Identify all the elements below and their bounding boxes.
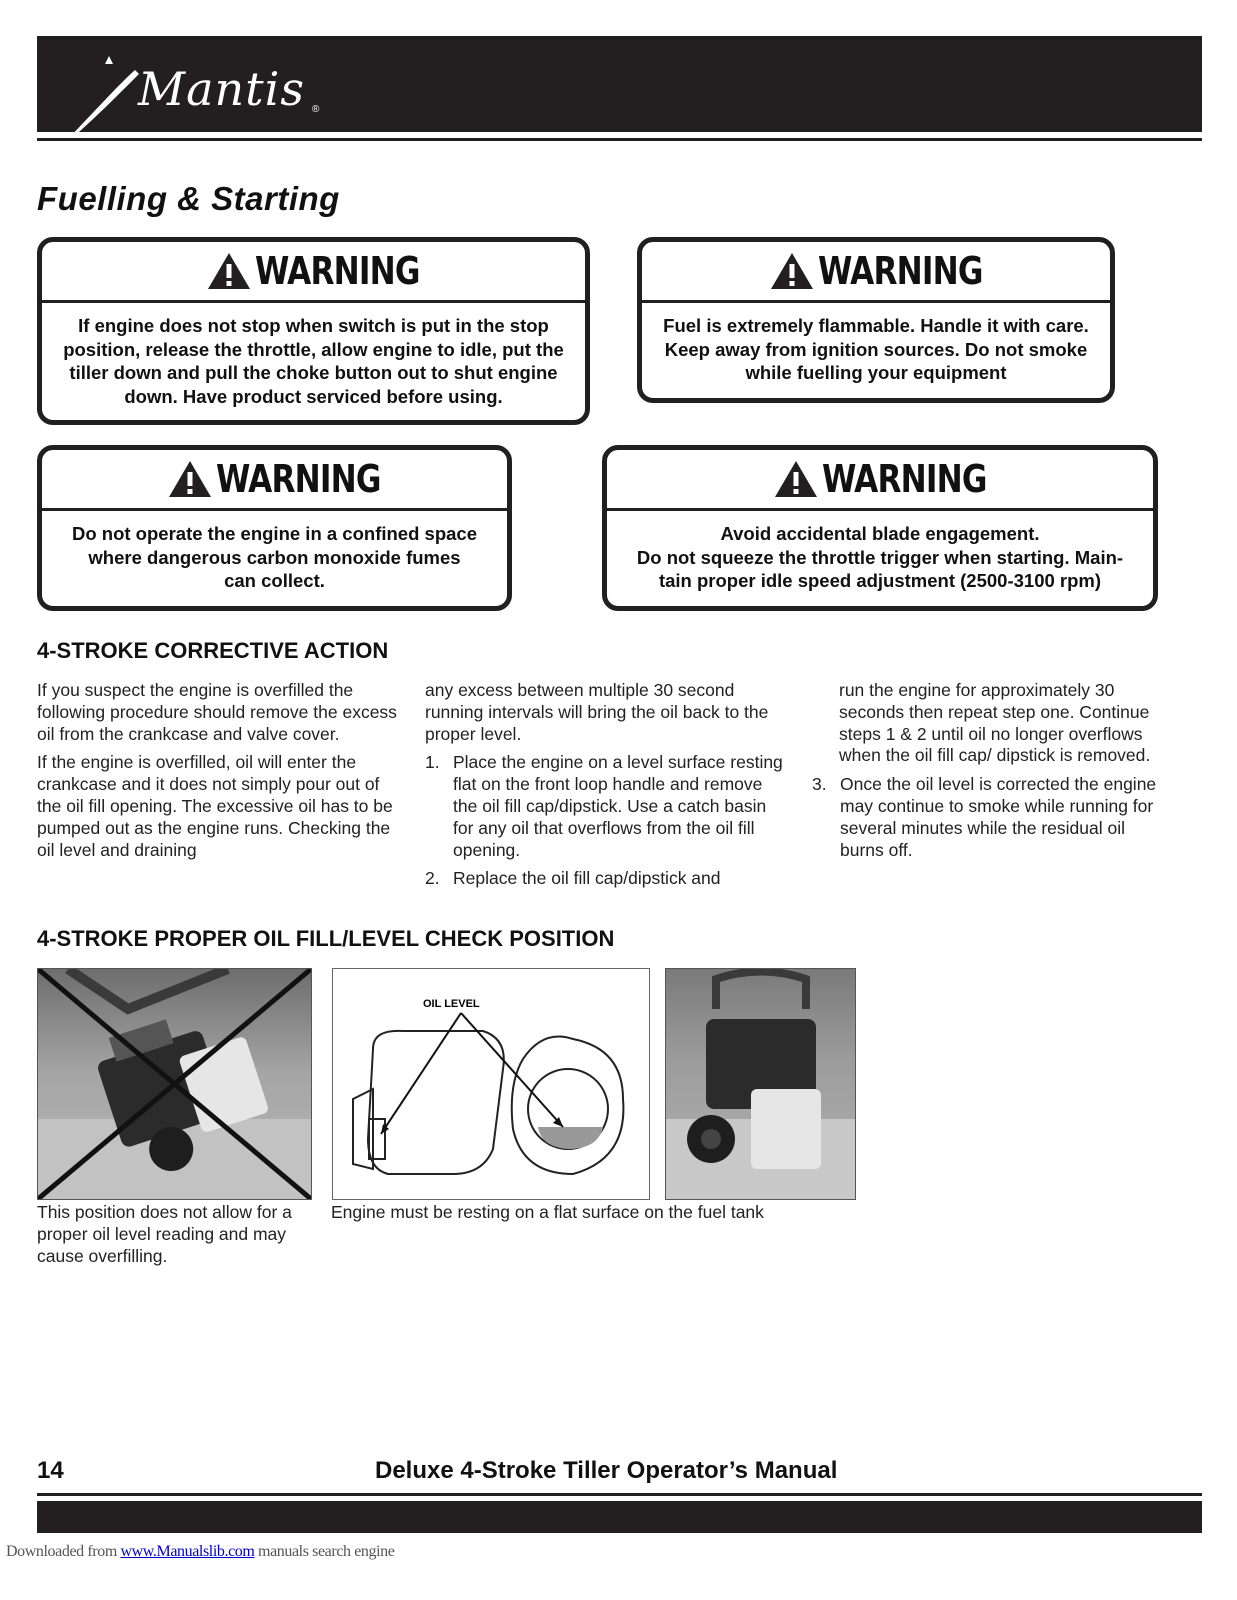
warning-label: WARNING xyxy=(216,457,381,501)
warning-header xyxy=(42,450,507,511)
caption-correct: Engine must be resting on a flat surface on the fuel tank xyxy=(331,1202,764,1222)
brand-logo: Mantis xyxy=(138,62,305,116)
oil-level-diagram xyxy=(332,968,650,1200)
registered-mark: ® xyxy=(312,104,320,115)
warning-box-blade-engagement xyxy=(602,445,1158,611)
warning-triangle-icon xyxy=(168,460,212,498)
list-item: 2. Replace the oil fill cap/dipstick and xyxy=(425,868,721,889)
warning-box-fuel-flammable xyxy=(637,237,1115,403)
page-title: Fuelling & Starting xyxy=(37,180,340,217)
warning-box-carbon-monoxide xyxy=(37,445,512,611)
warning-box-engine-stop xyxy=(37,237,590,425)
warning-label: WARNING xyxy=(821,457,987,501)
section-heading-oil-check: 4-STROKE PROPER OIL FILL/LEVEL CHECK POSITION xyxy=(37,926,615,951)
photo-correct-position xyxy=(665,968,856,1200)
warning-text: Fuel is extremely flammable. Handle it with care. Keep away from ignition sources. Do not smoke while fuelling your equipment xyxy=(663,315,1089,383)
warning-text: Do not operate the engine in a confined space where dangerous carbon monoxide fumes can collect. xyxy=(71,523,477,591)
list-item: 1. Place the engine on a level surface resting flat on the front loop handle and remove the oil fill cap/dipstick. Use a catch basin for any oil that overflows from the oil fill opening. xyxy=(425,752,783,860)
warning-triangle-icon xyxy=(770,252,814,290)
warning-header xyxy=(42,242,585,303)
page-number: 14 xyxy=(37,1457,64,1484)
photo-incorrect-position xyxy=(37,968,312,1200)
steps-list xyxy=(425,752,785,890)
caption-incorrect: This position does not allow for a proper oil level reading and may cause overfilling. xyxy=(37,1202,292,1266)
list-item: 3. Once the oil level is corrected the engine may continue to smoke while running for several minutes while the residual oil burns off. xyxy=(812,774,1157,860)
warning-triangle-icon xyxy=(207,252,251,290)
warning-header xyxy=(642,242,1110,303)
manual-title: Deluxe 4-Stroke Tiller Operator’s Manual xyxy=(375,1457,838,1484)
diagram-label: OIL LEVEL xyxy=(423,998,480,1010)
warning-text-line2: Do not squeeze the throttle trigger when starting. Main-tain proper idle speed adjustment (2500-3100 rpm) xyxy=(636,546,1124,591)
footer-bar xyxy=(37,1501,1202,1533)
section-heading-corrective-action: 4-STROKE CORRECTIVE ACTION xyxy=(37,638,389,663)
warning-label: WARNING xyxy=(817,249,983,293)
warning-header xyxy=(607,450,1153,511)
warning-text xyxy=(607,511,1153,593)
steps-list xyxy=(812,680,1172,861)
paragraph: If the engine is overfilled, oil will enter the crankcase and it does not simply pour out of the oil fill opening. The excessive oil has to be pumped out as the engine runs. Checking the oil level and draining xyxy=(37,752,393,860)
warning-text: If engine does not stop when switch is put in the stop position, release the throttle, allow engine to idle, put the tiller down and pull the choke button out to shut engine down. Have product serviced before using. xyxy=(63,315,564,407)
download-notice: Downloaded from www.Manualslib.com manuals search engine xyxy=(6,1543,395,1560)
text-column-3 xyxy=(812,680,1172,868)
text-column-2 xyxy=(425,680,785,897)
warning-triangle-icon xyxy=(774,460,818,498)
warning-text-line1: Avoid accidental blade engagement. xyxy=(720,523,1040,544)
text-column-1 xyxy=(37,680,399,868)
paragraph: any excess between multiple 30 second running intervals will bring the oil back to the proper level. xyxy=(425,680,769,744)
paragraph: If you suspect the engine is overfilled the following procedure should remove the excess oil from the crankcase and valve cover. xyxy=(37,680,397,744)
header-rule xyxy=(37,138,1202,141)
footer-rule xyxy=(37,1493,1202,1496)
manualslib-link[interactable]: www.Manualslib.com xyxy=(120,1543,255,1560)
warning-label: WARNING xyxy=(255,249,420,293)
list-item-continued: run the engine for approximately 30 seconds then repeat step one. Continue steps 1 & 2 until oil no longer overflows when the oil fill cap/ dipstick is removed. xyxy=(839,680,1151,766)
